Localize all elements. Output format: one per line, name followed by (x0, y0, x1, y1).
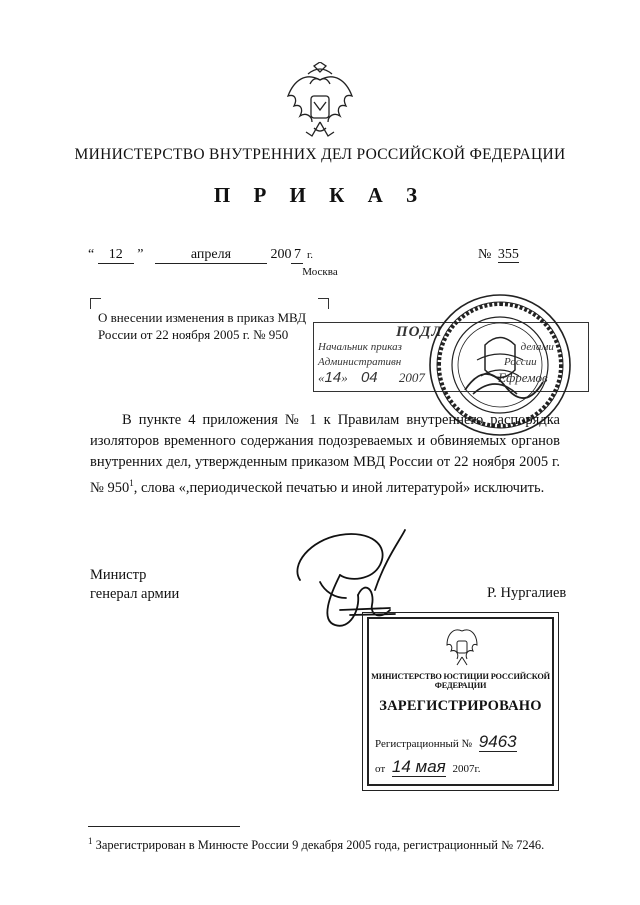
approval-date-day: 14 (324, 369, 342, 386)
registration-stamp (367, 617, 554, 786)
subject-bracket-left (90, 298, 101, 309)
signatory-name: Р. Нургалиев (487, 585, 567, 601)
registration-number-label: Регистрационный № (375, 738, 473, 750)
document-type: П Р И К А З (213, 183, 427, 207)
approval-date-month: 04 (360, 369, 378, 386)
body-tail-text: , слова «,периодической печатью и иной литературой» исключить. (133, 479, 545, 496)
registration-date (375, 757, 546, 777)
registration-date-prefix: от (375, 763, 386, 775)
approval-signer: Ефремов (498, 370, 548, 385)
approval-line2b-text: делами (520, 341, 554, 353)
signatory-position-line1: Министр (90, 567, 147, 583)
date-month: апреля (155, 247, 267, 264)
number-label: № (478, 247, 492, 262)
signatory-position (90, 566, 179, 604)
order-date (88, 247, 313, 264)
date-open-quote: “ (88, 247, 95, 262)
registration-date-value: 14 мая (391, 757, 446, 776)
ministry-title: МИНИСТЕРСТВО ВНУТРЕННИХ ДЕЛ РОССИЙСКОЙ ФЕДЕРАЦИИ (74, 146, 566, 163)
approval-date: «14» 04 2007 Ефремов (318, 369, 548, 386)
body-main-text: В пункте 4 приложения № 1 к Правилам внутреннего распорядка изоляторов временного содержания подозреваемых и обвиняемых органов внутренних дел, утвержденным приказом МВД России от 22 ноября 2005 г. № 950 (90, 412, 560, 496)
number-value: 355 (497, 247, 519, 262)
approval-line1: ПОДЛ (396, 324, 443, 340)
footnote-reference: 1 (129, 478, 134, 488)
registration-emblem-icon (445, 627, 479, 669)
registration-number-value: 9463 (478, 732, 517, 751)
city: Москва (302, 266, 338, 278)
footnote-divider (88, 826, 240, 827)
approval-line2-text: Начальник приказ (318, 341, 402, 353)
footnote-text: Зарегистрирован в Минюсте России 9 декабря 2005 года, регистрационный № 7246. (92, 838, 545, 853)
order-subject: О внесении изменения в приказ МВД России от 22 ноября 2005 г. № 950 (98, 310, 307, 342)
date-day: 12 (98, 247, 134, 264)
footnote (88, 836, 544, 853)
registration-org: МИНИСТЕРСТВО ЮСТИЦИИ РОССИЙСКОЙ ФЕДЕРАЦИИ (371, 672, 550, 690)
subject-bracket-right (318, 298, 329, 309)
date-year-prefix: 200 (270, 247, 292, 262)
date-close-quote: ” (137, 247, 144, 262)
date-year-unit: г. (306, 249, 313, 261)
order-body (90, 410, 560, 499)
footnote-mark: 1 (88, 836, 93, 846)
registration-date-year: 2007г. (452, 763, 481, 775)
order-body-paragraph (90, 410, 560, 499)
approval-line3-text: Административн (318, 356, 402, 368)
signatory-position-line2: генерал армии (90, 586, 180, 602)
coat-of-arms-icon (284, 62, 356, 148)
date-year-suffix: 7 (291, 247, 303, 264)
order-number (478, 247, 519, 263)
registration-title: ЗАРЕГИСТРИРОВАНО (379, 698, 542, 714)
approval-line3b-text: России (504, 356, 537, 368)
registration-number (375, 732, 546, 752)
approval-date-year: 2007 (398, 370, 425, 385)
